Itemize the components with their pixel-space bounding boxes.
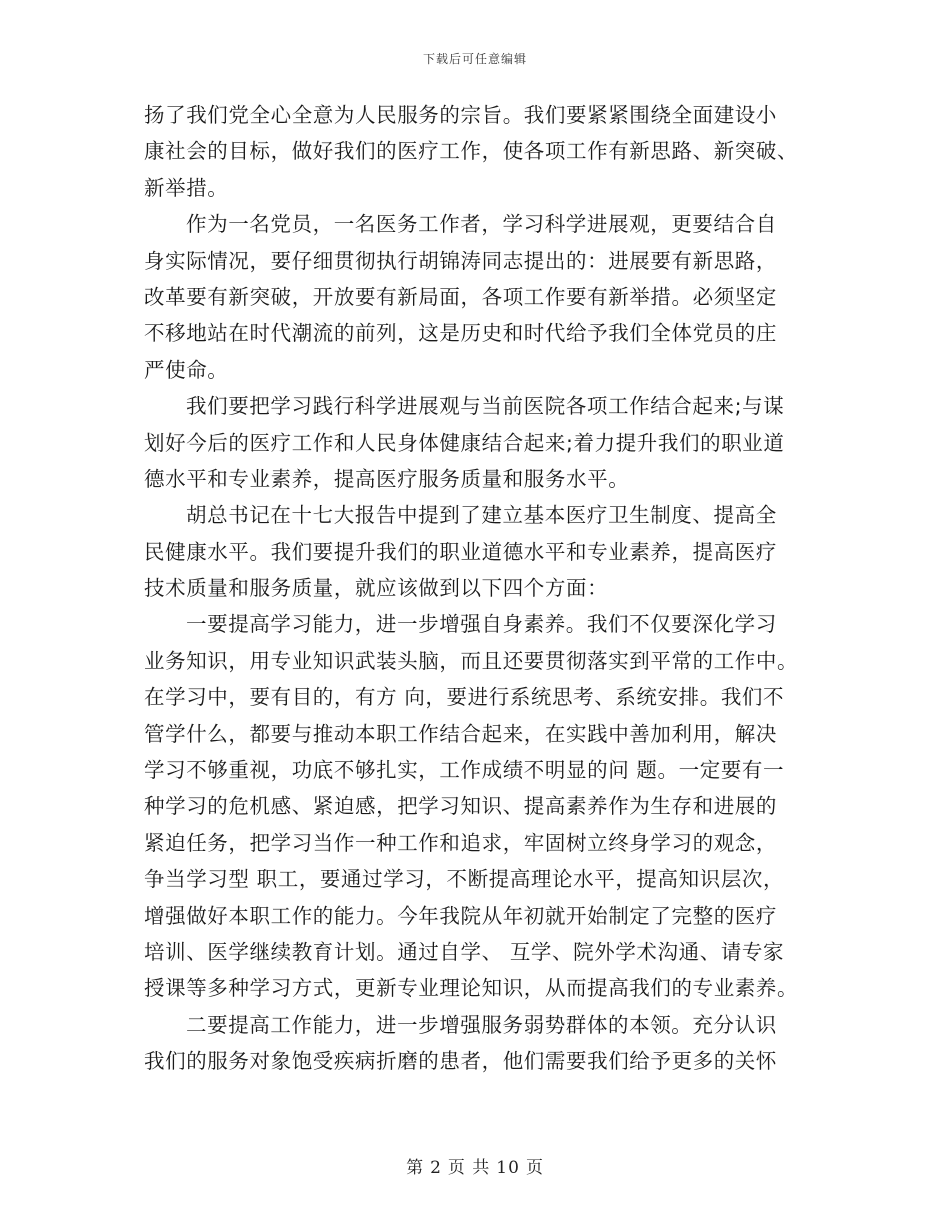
- body-text-line: 康社会的目标，做好我们的医疗工作，使各项工作有新思路、新突破、: [144, 139, 799, 164]
- body-text-line: 改革要有新突破，开放要有新局面，各项工作要有新举措。必须坚定: [144, 284, 777, 309]
- footer-current-page: 2: [430, 1158, 442, 1178]
- body-text-line: 民健康水平。我们要提升我们的职业道德水平和专业素养，提高医疗: [144, 539, 777, 564]
- body-text-line: 培训、医学继续教育计划。通过自学、 互学、院外学术沟通、请专家: [144, 939, 785, 964]
- body-text-line: 业务知识，用专业知识武装头脑，而且还要贯彻落实到平常的工作中。: [144, 648, 799, 673]
- body-text-line: 德水平和专业素养，提高医疗服务质量和服务水平。: [144, 466, 630, 491]
- body-text-line: 新举措。: [144, 175, 229, 200]
- body-text-line: 学习不够重视，功底不够扎实，工作成绩不明显的问 题。一定要有一: [144, 758, 785, 783]
- body-text-line: 紧迫任务，把学习当作一种工作和追求，牢固树立终身学习的观念，: [144, 830, 777, 855]
- body-text-line: 不移地站在时代潮流的前列，这是历史和时代给予我们全体党员的庄: [144, 321, 777, 346]
- body-text-line: 一要提高学习能力，进一步增强自身素养。我们不仅要深化学习: [186, 612, 777, 637]
- footer-middle: 页 共: [447, 1158, 491, 1178]
- body-text-line: 技术质量和服务质量，就应该做到以下四个方面：: [144, 576, 609, 601]
- footer-suffix: 页: [525, 1158, 544, 1178]
- body-text-line: 管学什么，都要与推动本职工作结合起来，在实践中善加利用，解决: [144, 721, 777, 746]
- body-text-line: 授课等多种学习方式，更新专业理论知识，从而提高我们的专业素养。: [144, 976, 799, 1001]
- body-text-line: 增强做好本职工作的能力。今年我院从年初就开始制定了完整的医疗: [144, 903, 777, 928]
- page-footer: [0, 1153, 950, 1178]
- body-text-line: 我们的服务对象饱受疾病折磨的患者，他们需要我们给予更多的关怀: [144, 1049, 777, 1074]
- body-text-line: 胡总书记在十七大报告中提到了建立基本医疗卫生制度、提高全: [186, 503, 777, 528]
- body-text-line: 在学习中，要有目的，有方 向，要进行系统思考、系统安排。我们不: [144, 685, 785, 710]
- body-text-line: 争当学习型 职工，要通过学习，不断提高理论水平，提高知识层次，: [144, 867, 785, 892]
- body-text-line: 我们要把学习践行科学进展观与当前医院各项工作结合起来;与谋: [186, 394, 785, 419]
- body-text-line: 二要提高工作能力，进一步增强服务弱势群体的本领。充分认识: [186, 1012, 777, 1037]
- body-text-line: 种学习的危机感、紧迫感，把学习知识、提高素养作为生存和进展的: [144, 794, 777, 819]
- body-text-line: 身实际情况，要仔细贯彻执行胡锦涛同志提出的：进展要有新思路，: [144, 248, 777, 273]
- body-text-line: 严使命。: [144, 357, 229, 382]
- footer-prefix: 第: [406, 1158, 425, 1178]
- page-header-note: 下载后可任意编辑: [422, 52, 527, 66]
- footer-total-pages: 10: [496, 1158, 520, 1178]
- body-text-line: 扬了我们党全心全意为人民服务的宗旨。我们要紧紧围绕全面建设小: [144, 103, 777, 127]
- body-text-line: 划好今后的医疗工作和人民身体健康结合起来;着力提升我们的职业道: [144, 430, 785, 455]
- document-body: [144, 97, 806, 1080]
- body-text-line: 作为一名党员，一名医务工作者，学习科学进展观，更要结合自: [186, 212, 777, 237]
